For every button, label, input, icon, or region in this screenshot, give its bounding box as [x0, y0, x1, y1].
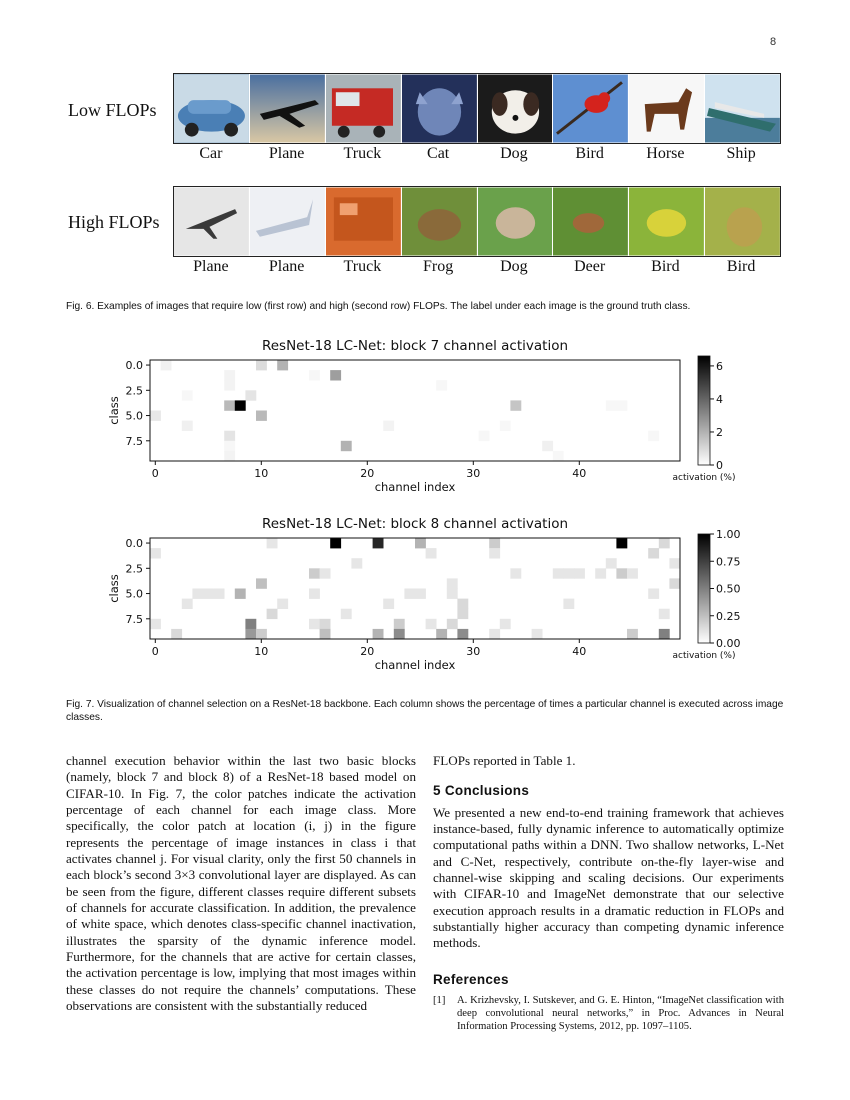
- heat-cell: [627, 629, 638, 639]
- thumbnail-bird: [705, 187, 780, 256]
- high-label: Bird: [726, 258, 756, 275]
- y-axis-label: class: [107, 396, 121, 425]
- x-axis-label: channel index: [374, 658, 456, 672]
- high-flops-image-row: [173, 186, 781, 257]
- low-flops-image-row: [173, 73, 781, 144]
- right-column: [433, 753, 784, 1033]
- heat-cell: [457, 599, 468, 609]
- y-tick-label: 2.5: [125, 562, 143, 576]
- heat-cell: [256, 411, 267, 421]
- colorbar-tick-label: 6: [716, 359, 723, 373]
- low-flops-labels: [173, 145, 779, 163]
- heat-cell: [500, 619, 511, 629]
- heat-cell: [373, 629, 384, 639]
- heat-cell: [150, 548, 161, 558]
- high-label: Plane: [193, 258, 229, 275]
- heat-cell: [235, 589, 246, 599]
- heat-cell: [648, 589, 659, 599]
- heat-cell: [245, 390, 256, 400]
- colorbar-label: activation (%): [672, 473, 736, 483]
- y-tick-label: 0.0: [125, 537, 143, 551]
- heat-cell: [489, 538, 500, 548]
- heat-cell: [330, 370, 341, 380]
- heat-cell: [627, 568, 638, 578]
- high-label: Bird: [651, 258, 680, 275]
- heat-cell: [309, 370, 320, 380]
- heat-cell: [320, 568, 331, 578]
- heat-cell: [171, 629, 182, 639]
- heat-cell: [415, 589, 426, 599]
- heat-cell: [224, 370, 235, 380]
- heat-cell: [606, 558, 617, 568]
- heat-cell: [553, 568, 564, 578]
- heat-cell: [616, 400, 627, 410]
- heat-cell: [182, 421, 193, 431]
- high-label: Truck: [343, 258, 382, 275]
- heat-cell: [426, 548, 437, 558]
- heat-cell: [648, 548, 659, 558]
- chart-title: ResNet-18 LC-Net: block 7 channel activation: [261, 338, 569, 354]
- heat-cell: [277, 599, 288, 609]
- heat-cell: [256, 629, 267, 639]
- colorbar-tick-label: 0.00: [716, 637, 741, 650]
- colorbar-tick-label: 1.00: [716, 528, 741, 541]
- heat-cell: [182, 599, 193, 609]
- reference-number: [1]: [433, 995, 446, 1007]
- thumbnail-car: [174, 74, 250, 143]
- heat-cell: [563, 599, 574, 609]
- heat-cell: [373, 538, 384, 548]
- heat-cell: [214, 589, 225, 599]
- thumbnail-horse: [629, 74, 705, 143]
- heat-cell: [510, 568, 521, 578]
- y-tick-label: 0.0: [125, 359, 143, 373]
- low-label: Ship: [726, 145, 756, 162]
- heat-cell: [479, 431, 490, 441]
- heat-cell: [553, 451, 564, 461]
- heat-cell: [309, 589, 320, 599]
- heat-cell: [447, 589, 458, 599]
- thumbnail-frog: [402, 187, 478, 256]
- thumbnail-cat: [402, 74, 478, 143]
- heat-cell: [309, 619, 320, 629]
- heat-cell: [542, 441, 553, 451]
- heat-cell: [500, 421, 511, 431]
- x-tick-label: 30: [466, 467, 481, 480]
- y-tick-label: 5.0: [125, 409, 143, 423]
- high-flops-labels: [173, 258, 779, 276]
- references-heading: References: [433, 971, 509, 987]
- low-label: Bird: [575, 145, 604, 162]
- heat-cell: [595, 568, 606, 578]
- heat-cell: [224, 451, 235, 461]
- heat-cell: [510, 400, 521, 410]
- low-label: Car: [199, 145, 223, 162]
- heat-cell: [616, 568, 627, 578]
- heat-cell: [574, 568, 585, 578]
- heatmap-block7: [100, 335, 750, 500]
- heat-cell: [489, 548, 500, 558]
- heat-cell: [447, 619, 458, 629]
- heat-cell: [415, 538, 426, 548]
- heat-cell: [150, 411, 161, 421]
- heat-cell: [245, 619, 256, 629]
- heat-cell: [224, 431, 235, 441]
- thumbnail-plane: [250, 187, 326, 256]
- heat-cell: [436, 380, 447, 390]
- low-flops-label: Low FLOPs: [68, 100, 157, 120]
- high-label: Plane: [268, 258, 305, 275]
- thumbnail-bird: [629, 187, 705, 256]
- high-label: Dog: [500, 258, 528, 275]
- heat-cell: [394, 619, 405, 629]
- heatmap-block8: [100, 513, 750, 683]
- x-tick-label: 10: [254, 467, 269, 480]
- heat-cell: [457, 629, 468, 639]
- heat-cell: [351, 558, 362, 568]
- high-label: Frog: [423, 258, 454, 275]
- x-axis-label: channel index: [374, 480, 456, 494]
- y-tick-label: 7.5: [125, 612, 143, 626]
- heat-cell: [383, 599, 394, 609]
- heat-cell: [532, 629, 543, 639]
- x-tick-label: 20: [360, 467, 375, 480]
- heat-cell: [150, 619, 161, 629]
- colorbar-tick-label: 2: [716, 425, 723, 439]
- conclusions-heading: 5 Conclusions: [433, 783, 530, 799]
- heat-cell: [659, 629, 670, 639]
- heat-cell: [457, 609, 468, 619]
- fig6-caption: Fig. 6. Examples of images that require low (first row) and high (second row) FLOPs. The label under each image is the ground truth class.: [66, 301, 691, 312]
- heat-cell: [659, 538, 670, 548]
- heat-cell: [330, 538, 341, 548]
- colorbar-tick-label: 0.25: [716, 609, 741, 623]
- x-tick-label: 20: [360, 645, 375, 658]
- heat-cell: [224, 380, 235, 390]
- heat-cell: [182, 390, 193, 400]
- heat-cell: [383, 421, 394, 431]
- thumbnail-truck: [326, 187, 402, 256]
- heat-cell: [669, 558, 680, 568]
- heat-cell: [320, 629, 331, 639]
- x-tick-label: 30: [466, 645, 481, 658]
- thumbnail-dog: [478, 187, 554, 256]
- heat-cell: [267, 609, 278, 619]
- low-label: Truck: [343, 145, 382, 162]
- colorbar-label: activation (%): [672, 651, 736, 661]
- heat-cell: [203, 589, 214, 599]
- colorbar-tick-label: 0.50: [716, 582, 741, 596]
- heat-cell: [563, 568, 574, 578]
- colorbar-tick-label: 0.75: [716, 555, 741, 569]
- low-label: Dog: [500, 145, 528, 162]
- colorbar-tick-label: 0: [716, 459, 723, 472]
- heat-cell: [404, 589, 415, 599]
- high-label: Deer: [574, 258, 606, 275]
- thumbnail-bird: [553, 74, 629, 143]
- heat-cell: [235, 400, 246, 410]
- heat-cell: [341, 441, 352, 451]
- heat-cell: [256, 578, 267, 588]
- reference-text: A. Krizhevsky, I. Sutskever, and G. E. Hinton, “ImageNet classification with deep convolutional neural networks,” in Proc. Advances in Neural Information Processing Systems, 2012, pp. 1097–1105.: [457, 995, 784, 1033]
- low-label: Cat: [427, 145, 450, 162]
- y-tick-label: 7.5: [125, 434, 143, 448]
- conclusions-text: We presented a new end-to-end training framework that achieves instance-based, fully dynamic inference to automatically optimize computational paths within a DNN. Two shallow networks, L-Net and C-Net, respectively, contribute on-the-fly layer-wise and channel-wise skipping and scaling decisions. Our experiments with CIFAR-10 and ImageNet demonstrate that our selective execution approach results in a dramatic reduction in FLOPs and substantially higher accuracy than competing dynamic inference methods.: [433, 804, 784, 951]
- thumbnail-truck: [326, 74, 402, 143]
- left-column-text: [66, 753, 416, 1015]
- thumbnail-deer: [553, 187, 629, 256]
- thumbnail-ship: [705, 74, 780, 143]
- heat-cell: [267, 538, 278, 548]
- colorbar-tick-label: 4: [716, 392, 723, 406]
- heat-cell: [606, 400, 617, 410]
- high-flops-label: High FLOPs: [68, 212, 160, 232]
- heat-cell: [277, 360, 288, 370]
- heat-cell: [341, 609, 352, 619]
- heat-cell: [161, 360, 172, 370]
- paragraph: channel execution behavior within the last two basic blocks (namely, block 7 and block 8) of a ResNet-18 based model on CIFAR-10. In Fig. 7, the color patches indicate the activation percentage of each channel for each image class. More specifically, the color patch at location (i, j) in the figure represents the percentage of image instances in class i that activates channel j. For visual clarity, only the first 50 channels in each block’s second 3×3 convolutional layer are displayed. As can be seen from the figure, different classes require different subsets of channels for accurate classification. In addition, the prevalence of white space, which denotes class-specific channel inactivation, illustrates the sparsity of the dynamic inference model. Furthermore, for the channels that are active for certain classes, the activation percentage is low, implying that most images within these classes do not require the channels’ computations. These observations are consistent with the substantially reduced: [66, 753, 416, 1014]
- thumbnail-plane: [250, 74, 326, 143]
- heat-cell: [394, 629, 405, 639]
- paragraph-continuation: FLOPs reported in Table 1.: [433, 753, 576, 768]
- page-number: 8: [770, 36, 777, 48]
- heat-cell: [669, 578, 680, 588]
- heat-cell: [224, 400, 235, 410]
- heat-cell: [436, 629, 447, 639]
- y-tick-label: 5.0: [125, 587, 143, 601]
- heat-cell: [447, 578, 458, 588]
- x-tick-label: 0: [151, 645, 159, 658]
- low-label: Plane: [268, 145, 305, 162]
- colorbar: [698, 356, 710, 465]
- heat-cell: [659, 609, 670, 619]
- y-axis-label: class: [107, 574, 121, 603]
- heat-cell: [489, 629, 500, 639]
- x-tick-label: 40: [572, 645, 587, 658]
- fig7-caption: Fig. 7. Visualization of channel selection on a ResNet-18 backbone. Each column shows the percentage of times a particular channel is executed across image classes.: [66, 699, 784, 723]
- x-tick-label: 0: [151, 467, 159, 480]
- heat-cell: [426, 619, 437, 629]
- heat-cell: [320, 619, 331, 629]
- x-tick-label: 10: [254, 645, 269, 658]
- y-tick-label: 2.5: [125, 384, 143, 398]
- thumbnail-plane: [174, 187, 250, 256]
- heat-cell: [648, 431, 659, 441]
- colorbar: [698, 534, 710, 643]
- x-tick-label: 40: [572, 467, 587, 480]
- thumbnail-dog: [478, 74, 554, 143]
- heat-cell: [224, 441, 235, 451]
- heat-cell: [256, 360, 267, 370]
- low-label: Horse: [646, 145, 685, 162]
- heat-cell: [192, 589, 203, 599]
- heat-cell: [616, 538, 627, 548]
- heat-cell: [245, 629, 256, 639]
- heat-cell: [309, 568, 320, 578]
- reference-item: [433, 994, 784, 1033]
- chart-title: ResNet-18 LC-Net: block 8 channel activation: [261, 516, 569, 532]
